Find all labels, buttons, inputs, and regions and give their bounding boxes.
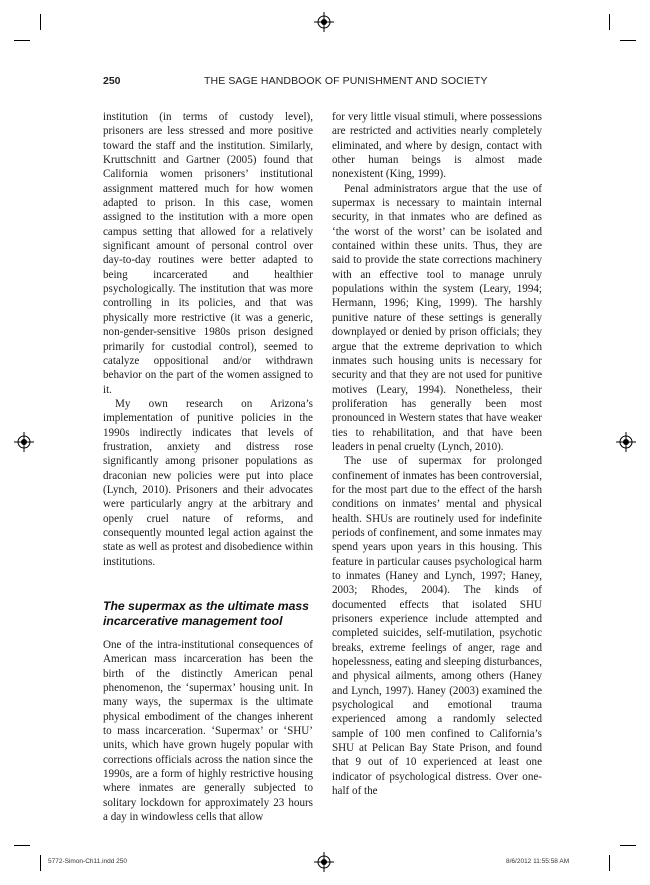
crop-mark bbox=[609, 855, 610, 871]
paragraph: institution (in terms of custody level), prisoners are less stressed and more positive toward the staff and the institution. Similarly, Kruttschnitt and Gartner (2005) found that California women prisoners’ institutional assignment mattered much for how women adapted to prison. In this case, women assigned to the institution with a more open campus setting that allowed for a relatively significant amount of personal control over day-to-day routines were better adapted to being incarcerated and healthier psychologically. The institution that was more controlling in its policies, and that was physically more restrictive (it was a generic, non-gender-sensitive 1980s prison designed primarily for custodial control), seemed to catalyze oppositional and/or withdrawn behavior on the part of the women assigned to it. bbox=[103, 111, 313, 396]
footer-timestamp: 8/6/2012 11:55:58 AM bbox=[506, 858, 570, 865]
paragraph: My own research on Arizona’s implementation of punitive policies in the 1990s indirectly indicates that levels of frustration, anxiety and distress rose significantly among prisoner populations as draconian new policies were put into place (Lynch, 2010). Prisoners and their advocates were particularly angry at the arbitrary and openly cruel nature of reforms, and consequently mounted legal action against the state as well as protest and disobedience within institutions. bbox=[103, 397, 313, 568]
registration-mark-icon bbox=[616, 432, 636, 452]
crop-mark bbox=[609, 14, 610, 30]
right-column bbox=[332, 110, 542, 799]
page-number: 250 bbox=[103, 75, 121, 87]
footer-filename: 5772-Simon-Ch11.indd 250 bbox=[48, 858, 128, 865]
crop-mark bbox=[14, 845, 30, 846]
left-column bbox=[103, 110, 313, 824]
crop-mark bbox=[620, 845, 636, 846]
running-title: THE SAGE HANDBOOK OF PUNISHMENT AND SOCIETY bbox=[204, 75, 488, 87]
crop-mark bbox=[40, 14, 41, 30]
paragraph: for very little visual stimuli, where possessions are restricted and activities nearly completely eliminated, and where by design, contact with other human beings is almost made nonexistent (King, 1999). bbox=[332, 111, 542, 181]
registration-mark-icon bbox=[314, 12, 334, 32]
crop-mark bbox=[620, 40, 636, 41]
paragraph: One of the intra-institutional consequences of American mass incarceration has been the birth of the distinctly American penal phenomenon, the ‘supermax’ housing unit. In many ways, the supermax is the ultimate physical embodiment of the changes inherent to mass incarceration. ‘Supermax’ or ‘SHU’ units, which have grown hugely popular with corrections officials across the nation since the 1990s, are a form of highly restrictive housing where inmates are generally subjected to solitary lockdown for approximately 23 hours a day in windowless cells that allow bbox=[103, 639, 313, 824]
paragraph: The use of supermax for prolonged confinement of inmates has been controversial, for the most part due to the effect of the harsh conditions on inmates’ mental and physical health. SHUs are routinely used for indefinite periods of confinement, and some inmates may spend years upon years in this housing. This feature in particular causes psychological harm to inmates (Haney and Lynch, 1997; Haney, 2003; Rhodes, 2004). The kinds of documented effects that isolated SHU prisoners experience include attempted and completed suicides, self-mutilation, psychotic breaks, extreme feelings of anger, rage and hopelessness, eating and sleeping disturbances, and physical ailments, among others (Haney and Lynch, 1997). Haney (2003) examined the psychological and emotional trauma experienced among a randomly selected sample of 100 men confined to California’s SHU at Pelican Bay State Prison, and found that 9 out of 10 experienced at least one indicator of psychological distress. Over one-half of the bbox=[332, 455, 542, 798]
running-header bbox=[103, 75, 515, 89]
section-heading: The supermax as the ultimate mass incarcerative management tool bbox=[103, 599, 309, 628]
registration-mark-icon bbox=[14, 432, 34, 452]
crop-mark bbox=[40, 855, 41, 871]
paragraph: Penal administrators argue that the use of supermax is necessary to maintain internal security, in that inmates who are defined as ‘the worst of the worst’ can be isolated and contained within these units. Thus, they are said to provide the state corrections machinery with an effective tool to manage unruly populations within the system (Leary, 1994; Hermann, 1996; King, 1999). The harshly punitive nature of these settings is generally downplayed or denied by prison officials; they argue that the extreme deprivation to which inmates such housing units is necessary for security and that they are not used for punitive motives (Leary, 1994). Nonetheless, their proliferation has generally been most pronounced in Western states that have weaker ties to rehabilitation, and that have been leaders in penal cruelty (Lynch, 2010). bbox=[332, 182, 542, 453]
crop-mark bbox=[14, 40, 30, 41]
registration-mark-icon bbox=[314, 852, 334, 872]
